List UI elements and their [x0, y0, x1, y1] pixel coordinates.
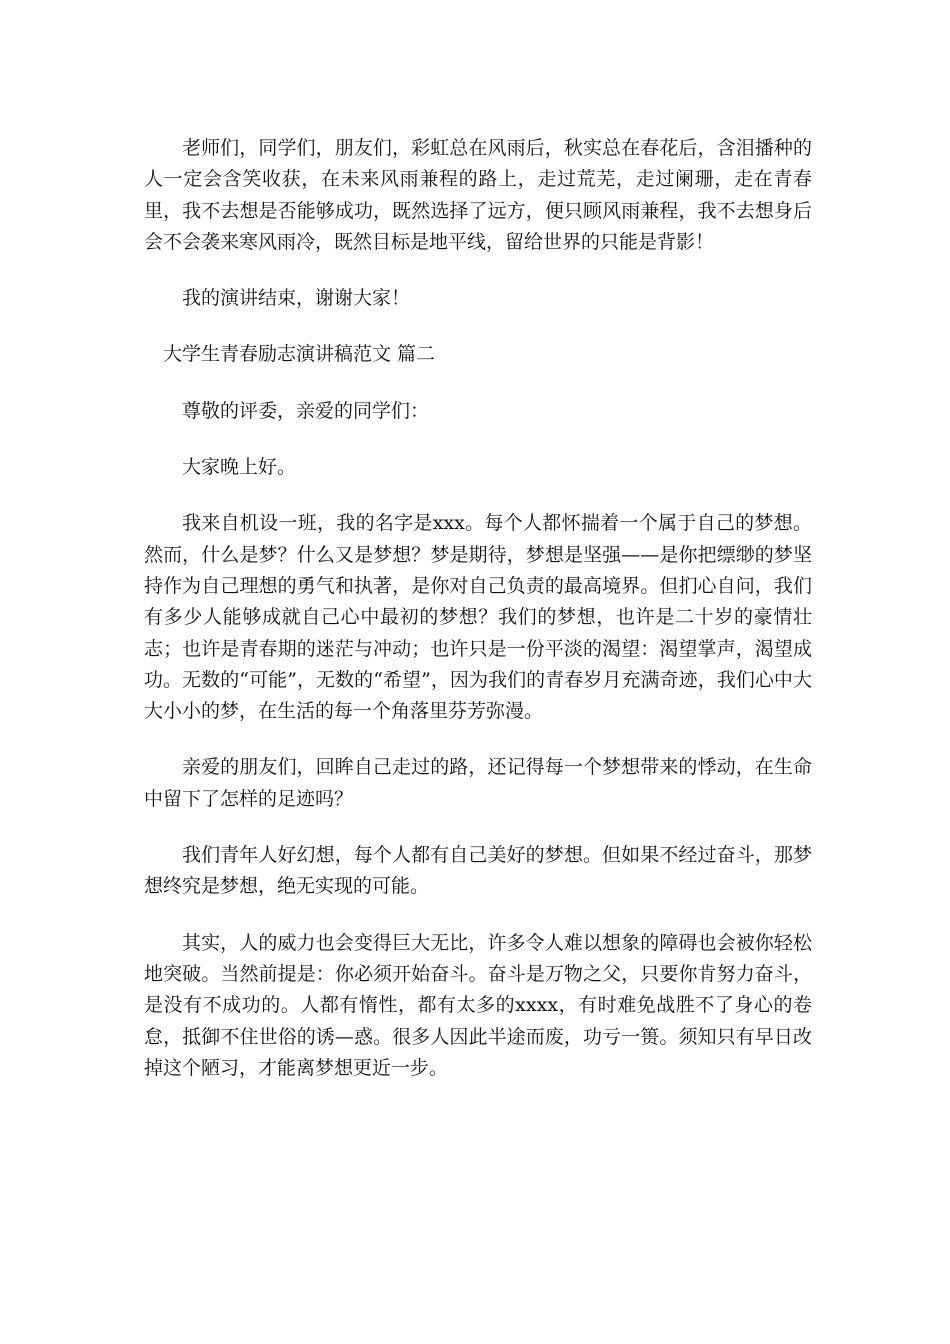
paragraph-speech-end: 我的演讲结束，谢谢大家！: [182, 287, 411, 310]
paragraph-youth-dreams: 我们青年人好幻想，每个人都有自己美好的梦想。但如果不经过奋斗，那梦想终究是梦想，绝无实现的可能。: [144, 844, 812, 898]
paragraph-closing-remarks: 老师们，同学们，朋友们，彩虹总在风雨后，秋实总在春花后，含泪播种的人一定会含笑收获，在未来风雨兼程的路上，走过荒芜，走过阑珊，走在青春里，我不去想是否能够成功，既然选择了远方，便只顾风雨兼程，我不去想身后会不会袭来寒风雨冷，既然目标是地平线，留给世界的只能是背影！: [144, 137, 812, 253]
paragraph-greeting: 大家晚上好。: [182, 456, 297, 479]
paragraph-dream-intro: 我来自机设一班，我的名字是xxx。每个人都怀揣着一个属于自己的梦想。然而，什么是梦？什么又是梦想？梦是期待，梦想是坚强——是你把缥缈的梦坚持作为自己理想的勇气和执著，是你对自己负责的最高境界。但扪心自问，我们有多少人能够成就自己心中最初的梦想？我们的梦想，也许是二十岁的豪情壮志；也许是青春期的迷茫与冲动；也许只是一份平淡的渴望：渴望掌声，渴望成功。无数的“可能”，无数的“希望”，因为我们的青春岁月充满奇迹，我们心中大大小小的梦，在生活的每一个角落里芬芳弥漫。: [144, 512, 812, 723]
paragraph-look-back: 亲爱的朋友们，回眸自己走过的路，还记得每一个梦想带来的悸动，在生命中留下了怎样的足迹吗？: [144, 756, 812, 810]
section-heading: 大学生青春励志演讲稿范文 篇二: [163, 343, 436, 366]
paragraph-struggle: 其实，人的威力也会变得巨大无比，许多令人难以想象的障碍也会被你轻松地突破。当然前提是：你必须开始奋斗。奋斗是万物之父，只要你肯努力奋斗，是没有不成功的。人都有惰性，都有太多的xxxx，有时难免战胜不了身心的卷怠，抵御不住世俗的诱—惑。很多人因此半途而废，功亏一篑。须知只有早日改掉这个陋习，才能离梦想更近一步。: [144, 931, 812, 1079]
document-body: [144, 133, 812, 1109]
paragraph-salutation: 尊敬的评委，亲爱的同学们：: [182, 399, 430, 422]
